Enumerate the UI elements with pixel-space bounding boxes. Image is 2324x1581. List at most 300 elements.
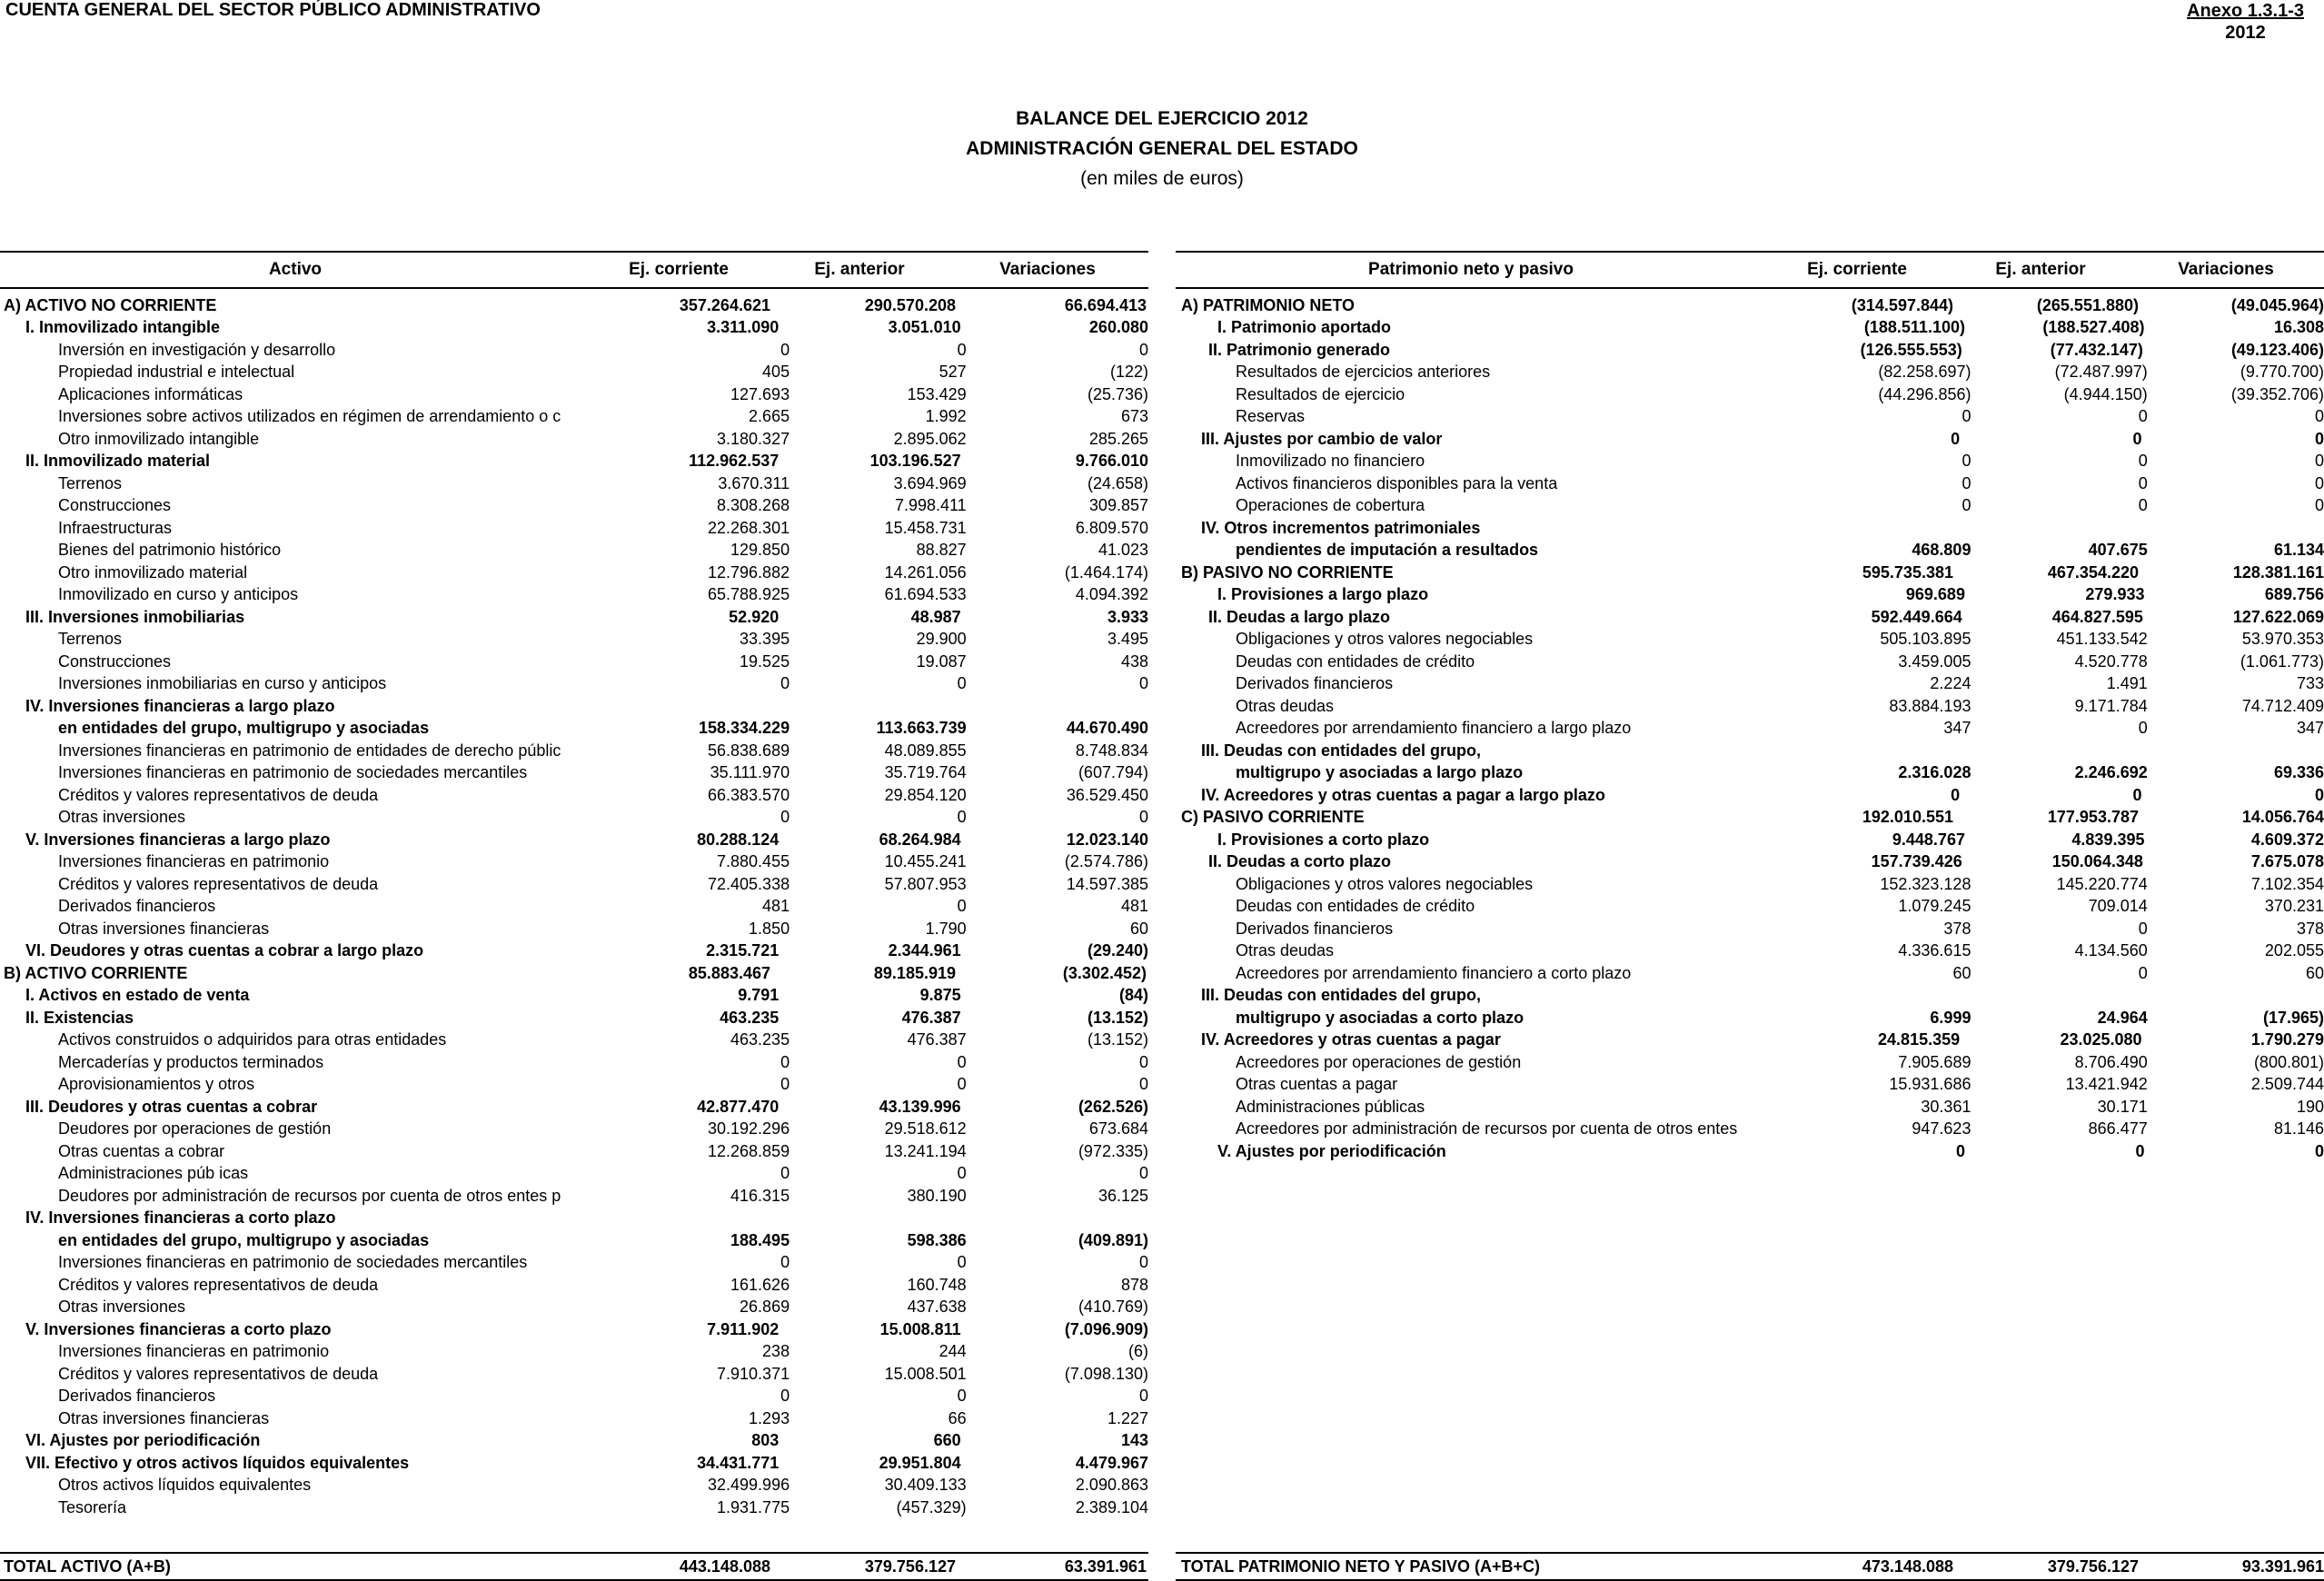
value-variation: 0 [1138,1075,1148,1094]
value-previous: 467.354.220 [2047,562,2139,582]
table-row [0,406,1148,429]
value-current: 83.884.193 [1889,696,1971,715]
row-label: Otras cuentas a cobrar [58,1141,225,1160]
row-label: II. Deudas a corto plazo [1208,852,1392,871]
value-variation: (3.302.452) [1062,963,1147,982]
row-label: Administraciones públicas [1236,1097,1425,1116]
value-previous: 0 [2138,919,2148,938]
value-previous: 3.051.010 [888,318,961,337]
value-current: 592.449.664 [1871,607,1962,626]
value-variation: 4.609.372 [2250,830,2324,849]
value-variation: 0 [2314,407,2324,426]
table-row [0,851,1148,874]
value-current: (44.296.856) [1878,384,1971,403]
value-current: 127.693 [730,384,790,403]
value-previous: (72.487.997) [2054,363,2148,382]
table-row [0,584,1148,607]
table-row [0,1208,1148,1230]
row-label: Acreedores por arrendamiento financiero a largo plazo [1236,719,1632,738]
row-label: Derivados financieros [58,897,216,916]
value-previous: 0 [957,340,967,359]
value-previous: 244 [939,1342,967,1361]
value-variation: 36.529.450 [1066,785,1148,804]
value-current: (82.258.697) [1878,363,1971,382]
value-previous: 476.387 [907,1030,967,1049]
document-titles [0,104,2324,194]
value-current: 129.850 [730,541,790,560]
table-row [0,1007,1148,1029]
row-label: Reservas [1236,407,1306,426]
value-variation: (39.352.706) [2230,384,2324,403]
row-label: IV. Acreedores y otras cuentas a pagar [1201,1030,1501,1049]
row-label: C) PASIVO CORRIENTE [1181,808,1365,827]
value-variation: 689.756 [2264,585,2324,604]
table-row [1176,740,2324,762]
value-variation: 4.094.392 [1075,585,1148,604]
value-variation: 2.509.744 [2250,1075,2324,1094]
row-label: Tesorería [58,1497,127,1516]
total-liabilities-variation: 93.391.961 [2241,1556,2324,1576]
value-previous: 23.025.080 [2060,1030,2142,1049]
value-previous: 15.458.731 [884,518,967,537]
value-previous: 0 [2132,429,2142,448]
row-label: Inversiones financieras en patrimonio [58,1342,330,1361]
row-label: Otras cuentas a pagar [1236,1075,1398,1094]
row-label: Construcciones [58,651,172,671]
value-variation: 370.231 [2264,897,2324,916]
row-label: Operaciones de cobertura [1236,496,1425,515]
value-variation: (262.526) [1078,1097,1148,1116]
value-current: 15.931.686 [1889,1075,1971,1094]
value-previous: 0 [2135,1141,2145,1160]
value-variation: 143 [1120,1431,1148,1450]
row-label: Acreedores por arrendamiento financiero a corto plazo [1236,963,1632,982]
value-variation: (800.801) [2253,1052,2324,1071]
value-variation: 0 [1138,674,1148,693]
value-variation: 673.684 [1088,1119,1148,1139]
value-previous: 9.875 [919,986,961,1005]
row-label: Aprovisionamientos y otros [58,1075,255,1094]
value-variation: (1.464.174) [1064,562,1148,582]
row-label: Inmovilizado en curso y anticipos [58,585,299,604]
table-row [0,1341,1148,1364]
row-label: Inversiones financieras en patrimonio [58,852,330,871]
row-label: V. Inversiones financieras a largo plazo [25,830,331,849]
value-current: 803 [751,1431,780,1450]
value-variation: 16.308 [2273,318,2324,337]
value-previous: 407.675 [2088,541,2148,560]
row-label: Derivados financieros [1236,674,1394,693]
value-current: 0 [1951,785,1961,804]
value-current: 357.264.621 [679,295,770,314]
table-row [1176,495,2324,518]
row-label: Bienes del patrimonio histórico [58,541,282,560]
value-current: 595.735.381 [1862,562,1953,582]
row-label: VI. Deudores y otras cuentas a cobrar a largo plazo [25,941,424,960]
value-current: 65.788.925 [708,585,790,604]
row-label: I. Activos en estado de venta [25,986,250,1005]
value-current: 2.315.721 [706,941,780,960]
value-previous: 4.520.778 [2074,651,2148,671]
value-variation: 2.090.863 [1075,1476,1148,1495]
row-label: Inversión en investigación y desarrollo [58,340,336,359]
value-previous: 4.134.560 [2074,941,2148,960]
value-previous: 451.133.542 [2056,630,2148,649]
table-row [0,1452,1148,1475]
table-row [1176,562,2324,584]
value-variation: 14.056.764 [2241,808,2324,827]
value-variation: 128.381.161 [2232,562,2324,582]
table-row [0,451,1148,473]
value-variation: 202.055 [2264,941,2324,960]
table-row [1176,1140,2324,1163]
value-previous: 177.953.787 [2047,808,2139,827]
value-previous: (77.432.147) [2050,340,2143,359]
row-label: Otro inmovilizado intangible [58,429,260,448]
value-current: 72.405.338 [708,874,790,893]
row-label: I. Provisiones a largo plazo [1217,585,1429,604]
value-current: 2.224 [1930,674,1971,693]
value-current: 26.869 [740,1298,790,1317]
value-previous: 24.964 [2097,1008,2148,1027]
value-variation: (1.061.773) [2240,651,2324,671]
value-current: (126.555.553) [1860,340,1962,359]
value-variation: (13.152) [1087,1030,1148,1049]
header-ej-corriente: Ej. corriente [1807,260,1907,279]
table-row [0,651,1148,673]
row-label: Derivados financieros [1236,919,1394,938]
value-variation: 12.023.140 [1066,830,1148,849]
value-current: 0 [1955,1141,1965,1160]
value-previous: 113.663.739 [876,719,967,738]
table-row [1176,451,2324,473]
row-label: IV. Inversiones financieras a corto plazo [25,1208,336,1228]
value-previous: 9.171.784 [2074,696,2148,715]
value-previous: 15.008.811 [879,1319,961,1338]
value-previous: 150.064.348 [2051,852,2143,871]
table-row [1176,606,2324,629]
header-activo: Activo [268,260,323,279]
row-label: en entidades del grupo, multigrupo y asociadas [58,1230,430,1249]
row-label: Terrenos [58,630,123,649]
value-current: 0 [1961,407,1971,426]
row-label: Otros activos líquidos equivalentes [58,1476,312,1495]
row-label: Mercaderías y productos terminados [58,1052,324,1071]
table-row [1176,940,2324,963]
table-row [1176,383,2324,406]
value-current: 80.288.124 [697,830,780,849]
header-ej-anterior: Ej. anterior [1995,260,2086,279]
value-previous: 29.854.120 [884,785,967,804]
value-current: 6.999 [1930,1008,1971,1027]
value-previous: 30.409.133 [884,1476,967,1495]
row-label: Otras inversiones [58,808,186,827]
value-previous: 0 [957,1387,967,1406]
value-previous: 48.089.855 [884,741,967,760]
row-label: I. Patrimonio aportado [1217,318,1392,337]
value-previous: 29.518.612 [884,1119,967,1139]
value-previous: 29.951.804 [879,1453,961,1472]
row-label: en entidades del grupo, multigrupo y asociadas [58,719,430,738]
value-variation: 260.080 [1088,318,1148,337]
table-row [0,339,1148,362]
value-variation: 0 [1138,808,1148,827]
total-assets-label: TOTAL ACTIVO (A+B) [4,1556,171,1576]
value-current: 19.525 [740,651,790,671]
table-row [0,1318,1148,1341]
value-variation: 0 [1138,1387,1148,1406]
table-row [1176,873,2324,896]
value-previous: 30.171 [2097,1097,2148,1116]
row-label: Derivados financieros [58,1387,216,1406]
value-previous: 43.139.996 [879,1097,961,1116]
value-variation: 7.675.078 [2250,852,2324,871]
table-row [0,1229,1148,1252]
table-row [0,1430,1148,1453]
value-current: 7.905.689 [1898,1052,1971,1071]
value-variation: (6) [1128,1342,1148,1361]
value-current: 0 [780,808,790,827]
table-row [1176,629,2324,651]
value-previous: 0 [957,808,967,827]
row-label: Resultados de ejercicio [1236,384,1405,403]
value-variation: 0 [2314,1141,2324,1160]
value-previous: 527 [939,363,967,382]
row-label: III. Ajustes por cambio de valor [1201,429,1443,448]
row-label: Aplicaciones informáticas [58,384,243,403]
value-current: 112.962.537 [689,452,780,471]
table-row [1176,784,2324,807]
table-row [1176,362,2324,384]
value-current: 969.689 [1905,585,1965,604]
value-variation: 285.265 [1088,429,1148,448]
value-previous: 2.895.062 [893,429,967,448]
table-row [1176,829,2324,851]
annex-year: 2012 [2225,23,2266,43]
value-variation: (122) [1109,363,1148,382]
value-current: 0 [1961,496,1971,515]
value-previous: 0 [957,897,967,916]
liabilities-table [1176,251,2324,1163]
total-liabilities-previous: 379.756.127 [2047,1556,2139,1576]
value-previous: 35.719.764 [884,763,967,782]
value-previous: 464.827.595 [2051,607,2143,626]
table-row [1176,472,2324,495]
total-liabilities-row [1176,1552,2324,1581]
row-label: Inversiones financieras en patrimonio de entidades de derecho públic [58,741,561,760]
value-previous: 68.264.984 [879,830,961,849]
row-label: Inversiones financieras en patrimonio de sociedades mercantiles [58,763,528,782]
value-variation: 36.125 [1097,1186,1148,1205]
table-row [1176,851,2324,874]
row-label: II. Inmovilizado material [25,452,211,471]
value-previous: 0 [2138,407,2148,426]
value-current: 3.311.090 [707,318,780,337]
value-previous: 66 [948,1408,967,1427]
row-label: Otras deudas [1236,941,1335,960]
table-row [0,1274,1148,1297]
value-previous: 3.694.969 [893,473,967,492]
header-variaciones: Variaciones [999,260,1096,279]
table-row [0,606,1148,629]
row-label: Otras inversiones financieras [58,919,270,938]
row-label: III. Deudores y otras cuentas a cobrar [25,1097,318,1116]
table-row [0,1407,1148,1430]
value-current: 1.293 [749,1408,790,1427]
value-previous: 15.008.501 [884,1364,967,1383]
table-row [1176,807,2324,830]
row-label: Resultados de ejercicios anteriores [1236,363,1491,382]
value-previous: 7.998.411 [894,496,967,515]
value-current: 0 [780,1164,790,1183]
value-current: 9.448.767 [1892,830,1965,849]
value-variation: (972.335) [1078,1141,1148,1160]
value-current: 22.268.301 [708,518,790,537]
value-previous: 14.261.056 [884,562,967,582]
table-row [1176,762,2324,785]
value-current: 12.796.882 [708,562,790,582]
table-row [1176,1074,2324,1097]
value-previous: 153.429 [907,384,967,403]
row-label: VII. Efectivo y otros activos líquidos equivalentes [25,1453,410,1472]
value-variation: 0 [1138,340,1148,359]
table-row [0,807,1148,830]
value-current: 3.670.311 [718,473,790,492]
value-previous: 29.900 [916,630,967,649]
value-current: 188.495 [730,1230,790,1249]
value-variation: 3.495 [1107,630,1148,649]
table-row [0,1297,1148,1319]
value-current: 378 [1943,919,1971,938]
table-row [1176,1096,2324,1119]
table-row [0,1096,1148,1119]
value-previous: 2.246.692 [2074,763,2148,782]
value-previous: 709.014 [2088,897,2148,916]
value-variation: 1.790.279 [2250,1030,2324,1049]
table-row [0,1140,1148,1163]
table-row [1176,1029,2324,1052]
table-row [0,517,1148,540]
row-label: IV. Inversiones financieras a largo plazo [25,696,335,715]
row-label: Propiedad industrial e intelectual [58,363,295,382]
table-row [0,629,1148,651]
value-previous: 4.839.395 [2071,830,2145,849]
assets-table-header [0,251,1148,289]
value-previous: 279.933 [2085,585,2145,604]
table-row [0,1163,1148,1186]
table-row [0,1363,1148,1386]
row-label: multigrupo y asociadas a largo plazo [1236,763,1524,782]
table-row [0,1051,1148,1074]
row-label: V. Ajustes por periodificación [1217,1141,1446,1160]
table-row [1176,317,2324,340]
row-label: Créditos y valores representativos de deuda [58,1364,379,1383]
value-variation: 733 [2296,674,2324,693]
value-previous: 866.477 [2088,1119,2148,1139]
row-label: Otro inmovilizado material [58,562,248,582]
table-row [1176,1119,2324,1141]
value-variation: 481 [1120,897,1148,916]
value-current: 157.739.426 [1871,852,1962,871]
row-label: Deudas con entidades de crédito [1236,897,1475,916]
value-current: 1.931.775 [717,1497,790,1516]
value-previous: 598.386 [907,1230,967,1249]
value-previous: 88.827 [916,541,967,560]
value-previous: 89.185.919 [873,963,956,982]
entity-title: ADMINISTRACIÓN GENERAL DEL ESTADO [966,138,1358,159]
value-current: 405 [762,363,790,382]
value-current: 1.079.245 [1898,897,1971,916]
total-assets-previous: 379.756.127 [864,1556,956,1576]
value-variation: 0 [2314,452,2324,471]
value-current: 463.235 [720,1008,780,1027]
table-row [1176,896,2324,919]
row-label: Inversiones inmobiliarias en curso y anticipos [58,674,387,693]
table-row [0,962,1148,985]
table-row [1176,517,2324,540]
value-variation: 81.146 [2273,1119,2324,1139]
row-label: IV. Otros incrementos patrimoniales [1201,518,1481,537]
value-variation: (7.098.130) [1064,1364,1148,1383]
value-variation: (49.123.406) [2230,340,2324,359]
value-previous: 0 [2138,963,2148,982]
row-label: Otras inversiones [58,1298,186,1317]
table-row [1176,294,2324,317]
value-variation: 60 [1129,919,1148,938]
value-current: 30.192.296 [708,1119,790,1139]
value-current: 7.910.371 [717,1364,790,1383]
value-previous: 145.220.774 [2056,874,2148,893]
table-row [1176,428,2324,451]
table-row [0,762,1148,785]
value-variation: (49.045.964) [2230,295,2324,314]
table-row [0,873,1148,896]
row-label: Acreedores por administración de recursos por cuenta de otros entes [1236,1119,1738,1139]
value-previous: 10.455.241 [884,852,967,871]
row-label: multigrupo y asociadas a corto plazo [1236,1008,1525,1027]
value-variation: (409.891) [1078,1230,1148,1249]
total-liabilities-label: TOTAL PATRIMONIO NETO Y PASIVO (A+B+C) [1181,1556,1541,1576]
value-variation: 74.712.409 [2241,696,2324,715]
value-previous: 660 [933,1431,961,1450]
value-previous: (457.329) [896,1497,967,1516]
table-row [1176,718,2324,741]
row-label: Deudas con entidades de crédito [1236,651,1475,671]
value-variation: 0 [2314,473,2324,492]
value-current: 35.111.970 [710,763,790,782]
value-current: 347 [1943,719,1971,738]
value-variation: 66.694.413 [1064,295,1147,314]
table-row [0,918,1148,940]
row-label: Inversiones sobre activos utilizados en régimen de arrendamiento o c [58,407,561,426]
total-assets-current: 443.148.088 [679,1556,770,1576]
value-previous: 476.387 [901,1008,961,1027]
value-current: 0 [780,674,790,693]
table-row [1176,406,2324,429]
row-label: IV. Acreedores y otras cuentas a pagar a largo plazo [1201,785,1605,804]
value-previous: 48.987 [910,607,961,626]
row-label: I. Inmovilizado intangible [25,318,221,337]
value-previous: (188.527.408) [2042,318,2145,337]
table-row [1176,918,2324,940]
value-current: 7.880.455 [717,852,790,871]
table-row [0,1386,1148,1408]
value-variation: 0 [2314,496,2324,515]
value-variation: 1.227 [1107,1408,1148,1427]
value-previous: 0 [957,1164,967,1183]
value-variation: (2.574.786) [1064,852,1148,871]
value-variation: (17.965) [2262,1008,2324,1027]
